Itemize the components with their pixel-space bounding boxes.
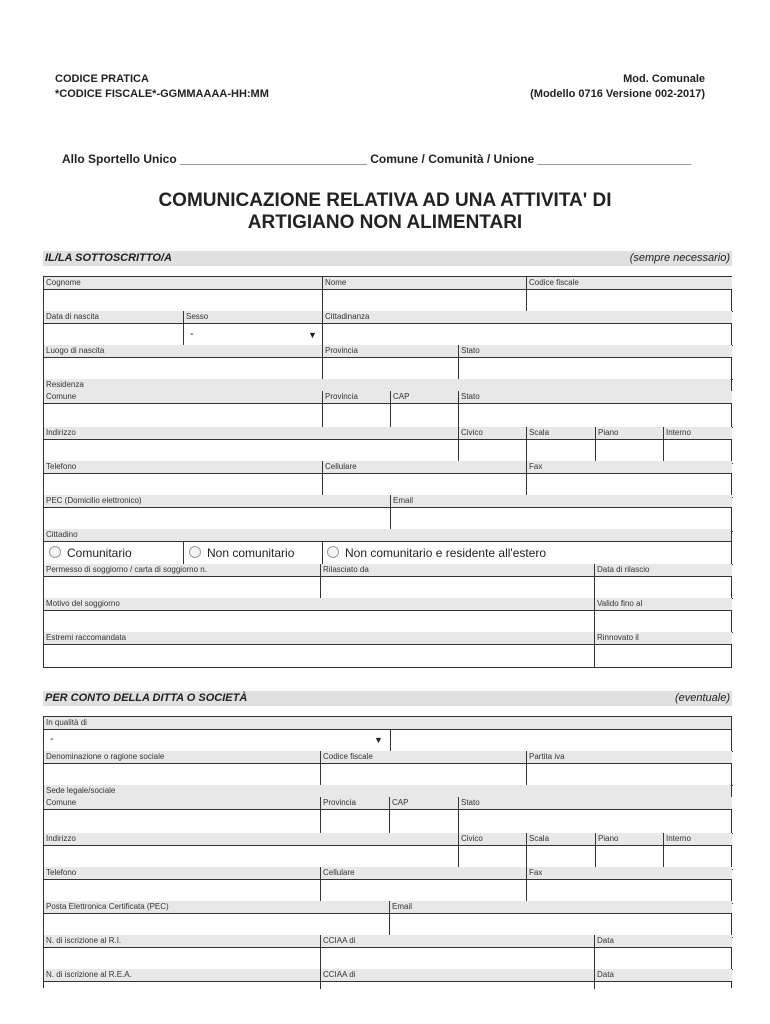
radio-circle-icon (189, 546, 201, 558)
cittadino-label: Cittadino (46, 530, 78, 539)
cciaa-rea-field[interactable]: CCIAA di (320, 969, 594, 989)
qualita-extra-field[interactable] (390, 729, 731, 751)
data-nascita-field[interactable]: Data di nascita (44, 311, 183, 345)
ditta-form: In qualità di - ▼ Denominazione o ragione sociale Codice fiscale Partita iva Sede legale/sociale Comune Provincia CAP Stato Indirizzo Civico Scala Piano Interno Telefono Cellulare Fax Posta Elettronica Certificata (PEC) Email N. di iscrizione al R.I. CCIAA di Data N. di iscrizione al R.E.A. CCIAA di Data (43, 716, 732, 988)
section-ditta-header (43, 691, 732, 706)
ditta-piano-field[interactable]: Piano (595, 833, 663, 869)
comune-residenza-field[interactable]: Comune (44, 391, 322, 427)
dropdown-arrow-icon: ▼ (308, 330, 317, 340)
ditta-provincia-field[interactable]: Provincia (320, 797, 389, 833)
permesso-soggiorno-field[interactable]: Permesso di soggiorno / carta di soggiorno n. (44, 564, 320, 598)
ditta-telefono-field[interactable]: Telefono (44, 867, 320, 903)
piano-field[interactable]: Piano (595, 427, 663, 463)
section-note: (eventuale) (674, 692, 730, 704)
fax-field[interactable]: Fax (526, 461, 731, 497)
codice-pratica: CODICE PRATICA (55, 73, 149, 85)
radio-non-comunitario[interactable]: Non comunitario (189, 546, 294, 560)
iscrizione-rea-field[interactable]: N. di iscrizione al R.E.A. (44, 969, 320, 989)
ditta-interno-field[interactable]: Interno (663, 833, 731, 869)
provincia-nascita-field[interactable]: Provincia (322, 345, 458, 379)
data-ri-field[interactable]: Data (594, 935, 731, 969)
valido-fino-field[interactable]: Valido fino al (594, 598, 731, 632)
luogo-nascita-field[interactable]: Luogo di nascita (44, 345, 322, 379)
civico-field[interactable]: Civico (458, 427, 526, 463)
mod-comunale: Mod. Comunale (623, 73, 705, 85)
codice-fiscale-field[interactable]: Codice fiscale (526, 277, 731, 311)
sede-label: Sede legale/sociale (46, 786, 116, 795)
dropdown-arrow-icon: ▼ (374, 735, 383, 745)
ditta-codice-fiscale-field[interactable]: Codice fiscale (320, 751, 526, 785)
ditta-comune-field[interactable]: Comune (44, 797, 320, 833)
iscrizione-ri-field[interactable]: N. di iscrizione al R.I. (44, 935, 320, 969)
ditta-indirizzo-field[interactable]: Indirizzo (44, 833, 458, 869)
section-title: IL/LA SOTTOSCRITTO/A (45, 252, 172, 264)
interno-field[interactable]: Interno (663, 427, 731, 463)
stato-nascita-field[interactable]: Stato (458, 345, 731, 379)
cellulare-field[interactable]: Cellulare (322, 461, 526, 497)
ditta-pec-field[interactable]: Posta Elettronica Certificata (PEC) (44, 901, 389, 937)
cittadinanza-field[interactable]: Cittadinanza (322, 311, 731, 345)
provincia-residenza-field[interactable]: Provincia (322, 391, 390, 427)
modello-version: (Modello 0716 Versione 002-2017) (530, 88, 705, 100)
cognome-field[interactable]: Cognome (44, 277, 322, 311)
ditta-civico-field[interactable]: Civico (458, 833, 526, 869)
ditta-cap-field[interactable]: CAP (389, 797, 458, 833)
section-sottoscritto-header (43, 251, 732, 266)
codice-fiscale-code: *CODICE FISCALE*-GGMMAAAA-HH:MM (55, 88, 269, 100)
estremi-raccomandata-field[interactable]: Estremi raccomandata (44, 632, 594, 667)
nome-field[interactable]: Nome (322, 277, 526, 311)
qualita-select[interactable]: - ▼ (50, 733, 383, 745)
scala-field[interactable]: Scala (526, 427, 595, 463)
email-field[interactable]: Email (390, 495, 731, 531)
cap-residenza-field[interactable]: CAP (390, 391, 458, 427)
denominazione-field[interactable]: Denominazione o ragione sociale (44, 751, 320, 785)
page-title: COMUNICAZIONE RELATIVA AD UNA ATTIVITA' DI ARTIGIANO NON ALIMENTARI (158, 190, 612, 233)
section-note: (sempre necessario) (629, 252, 730, 264)
radio-circle-icon (49, 546, 61, 558)
ditta-email-field[interactable]: Email (389, 901, 731, 937)
residenza-label: Residenza (46, 380, 84, 389)
sportello-line: Allo Sportello Unico ____________________________ Comune / Comunità / Unione _______________________ (62, 152, 692, 166)
motivo-soggiorno-field[interactable]: Motivo del soggiorno (44, 598, 594, 632)
ditta-fax-field[interactable]: Fax (526, 867, 731, 903)
partita-iva-field[interactable]: Partita iva (526, 751, 731, 785)
pec-field[interactable]: PEC (Domicilio elettronico) (44, 495, 390, 531)
rilasciato-da-field[interactable]: Rilasciato da (320, 564, 594, 598)
ditta-stato-field[interactable]: Stato (458, 797, 731, 833)
radio-comunitario[interactable]: Comunitario (49, 546, 132, 560)
radio-circle-icon (327, 546, 339, 558)
ditta-scala-field[interactable]: Scala (526, 833, 595, 869)
data-rea-field[interactable]: Data (594, 969, 731, 989)
data-rilascio-field[interactable]: Data di rilascio (594, 564, 731, 598)
cciaa-ri-field[interactable]: CCIAA di (320, 935, 594, 969)
radio-non-comunitario-estero[interactable]: Non comunitario e residente all'estero (327, 546, 546, 560)
section-title: PER CONTO DELLA DITTA O SOCIETÀ (45, 692, 248, 704)
sesso-select[interactable]: Sesso - ▼ (183, 311, 322, 345)
rinnovato-il-field[interactable]: Rinnovato il (594, 632, 731, 667)
indirizzo-field[interactable]: Indirizzo (44, 427, 458, 463)
sottoscritto-form (43, 276, 732, 668)
stato-residenza-field[interactable]: Stato (458, 391, 731, 427)
telefono-field[interactable]: Telefono (44, 461, 322, 497)
ditta-cellulare-field[interactable]: Cellulare (320, 867, 526, 903)
